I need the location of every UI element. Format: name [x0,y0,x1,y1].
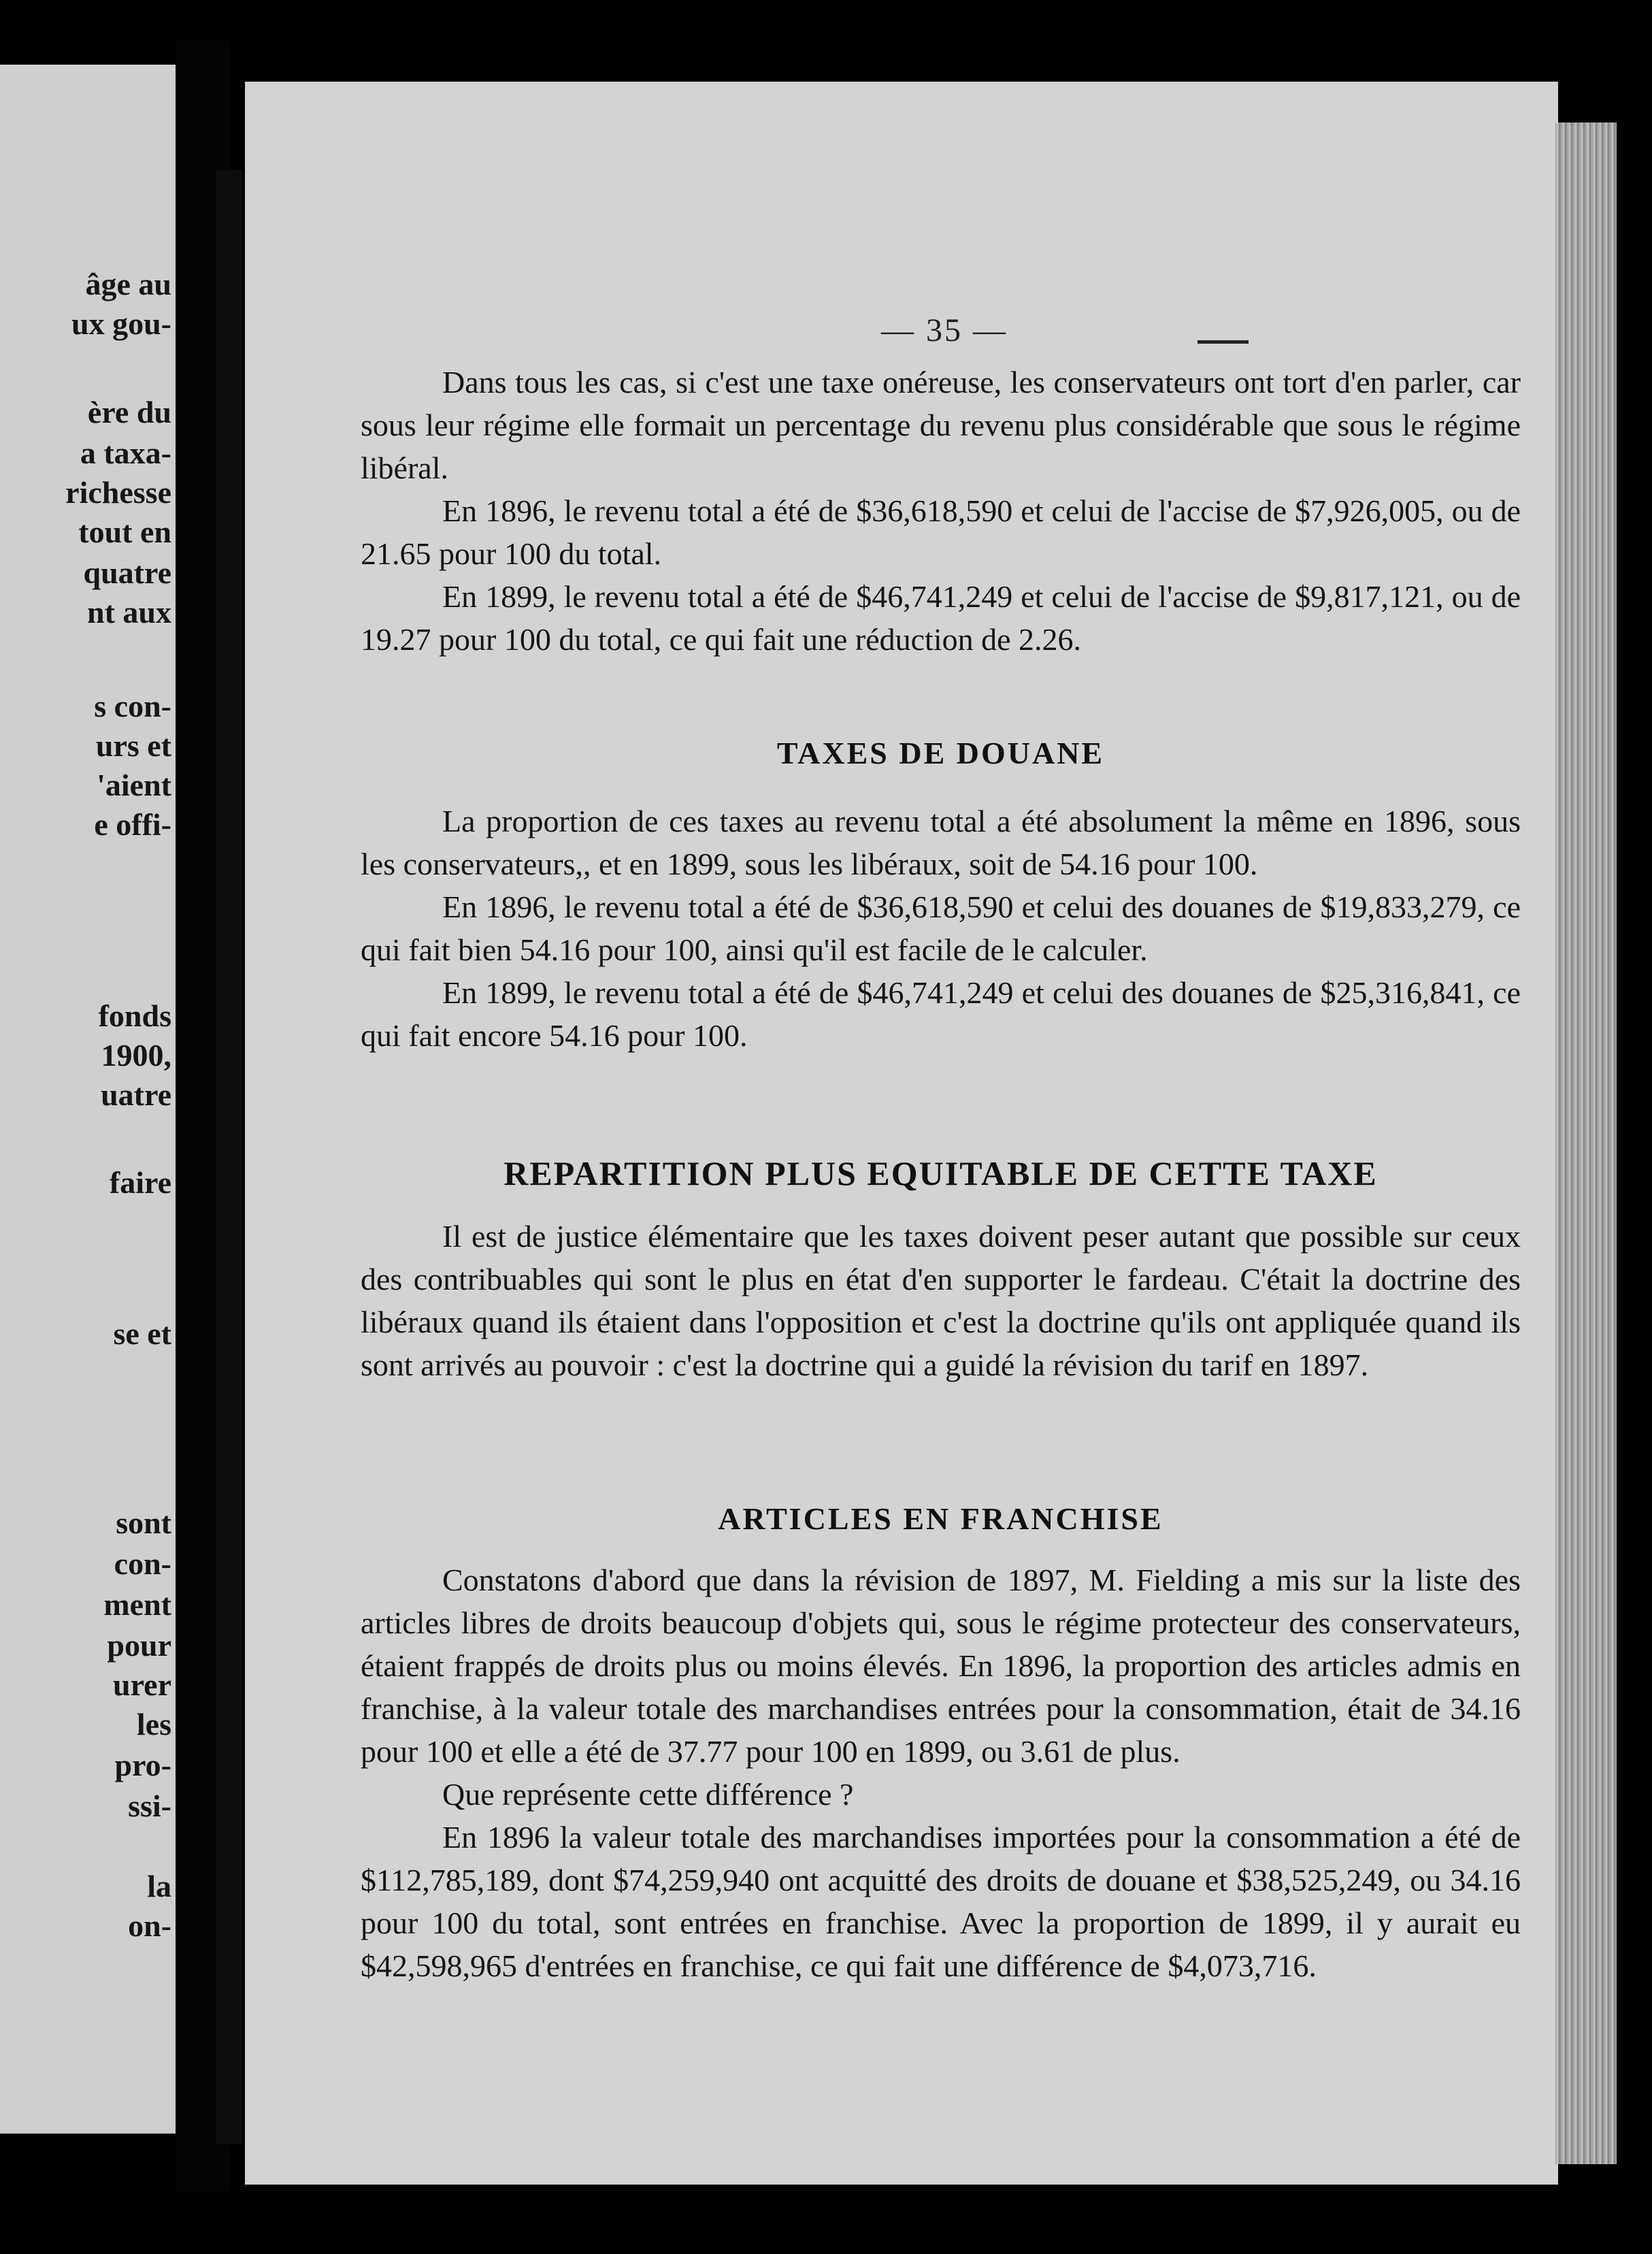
text-block-franchise [361,1558,1521,1987]
paragraph: En 1899, le revenu total a été de $46,741,249 et celui des douanes de $25,316,841, ce qui fait encore 54.16 pour 100. [361,975,1521,1053]
paragraph: En 1896, le revenu total a été de $36,618,590 et celui des douanes de $19,833,279, ce qui fait bien 54.16 pour 100, ainsi qu'il est facile de le calculer. [361,889,1521,967]
left-page-text: la [147,1869,171,1904]
left-page-text: pour [107,1628,171,1663]
ink-mark [1197,340,1249,344]
left-page-text: ux gou- [71,306,171,341]
text-block-accise [361,361,1521,661]
left-page-text: pro- [114,1748,171,1782]
left-page-text: con- [114,1546,171,1581]
left-page-text: faire [109,1165,171,1200]
page-number: — 35 — [881,312,1008,348]
left-page-text: nt aux [87,595,171,630]
left-page-text: se et [113,1316,171,1351]
left-page-text: s con- [94,689,171,723]
page-edges [1555,122,1617,2164]
paragraph: Que représente cette différence ? [442,1777,854,1812]
left-page-text: urs et [95,728,171,763]
paragraph: En 1896, le revenu total a été de $36,618,590 et celui de l'accise de $7,926,005, ou de 21.65 pour 100 du total. [361,493,1521,571]
left-page-text: ère du [87,395,171,429]
left-page-text: fonds [98,998,171,1033]
left-page-text: âge au [85,267,171,301]
left-page-text: urer [112,1667,171,1702]
left-page-text: on- [128,1908,171,1943]
binding-shadow [216,170,242,2144]
paragraph: La proportion de ces taxes au revenu total a été absolument la même en 1896, sous les conservateurs,, et en 1899, sous les libéraux, soit de 54.16 pour 100. [361,804,1521,881]
paragraph: Constatons d'abord que dans la révision de 1897, M. Fielding a mis sur la liste des articles libres de droits beaucoup d'objets qui, sous le régime protecteur des conservateurs, étaient frappés de droits plus ou moins élevés. En 1896, la proportion des articles admis en franchise, à la valeur totale des marchandises entrées pour la consommation, était de 34.16 pour 100 et elle a été de 37.77 pour 100 en 1899, ou 3.61 de plus. [361,1563,1521,1769]
left-page-text: richesse [65,475,171,510]
text-block-douane [361,800,1521,1057]
paragraph: Dans tous les cas, si c'est une taxe onéreuse, les conservateurs ont tort d'en parler, car sous leur régime elle formait un percentage du revenu plus considérable que sous le régime libéral. [361,365,1521,485]
left-page-fragment [0,65,176,2134]
left-page-text: 1900, [101,1038,171,1073]
text-block-repartition [361,1215,1521,1386]
left-page-text: tout en [78,514,171,549]
left-page-text: sont [116,1505,171,1540]
left-page-text: les [136,1707,171,1742]
paragraph: En 1899, le revenu total a été de $46,741,249 et celui de l'accise de $9,817,121, ou de 19.27 pour 100 du total, ce qui fait une réduction de 2.26. [361,579,1521,657]
paragraph: Il est de justice élémentaire que les taxes doivent peser autant que possible sur ceux des contribuables qui sont le plus en état d'en supporter le fardeau. C'était la doctrine des libéraux quand ils étaient dans l'opposition et c'est la doctrine qu'ils ont appliquée quand ils sont arrivés au pouvoir : c'est la doctrine qui a guidé la révision du tarif en 1897. [361,1219,1521,1382]
section-heading-repartition: REPARTITION PLUS EQUITABLE DE CETTE TAXE [503,1154,1378,1192]
section-heading-articles-en-franchise: ARTICLES EN FRANCHISE [718,1501,1163,1536]
section-heading-taxes-de-douane: TAXES DE DOUANE [776,736,1105,770]
left-page-text: e offi- [94,807,171,842]
left-page-text: ment [103,1587,171,1622]
left-page-text: 'aient [97,768,171,802]
left-page-text: uatre [101,1077,171,1112]
left-page-text: ssi- [128,1788,171,1823]
paragraph: En 1896 la valeur totale des marchandises importées pour la consommation a été de $112,785,189, dont $74,259,940 ont acquitté des droits de douane et $38,525,249, ou 34.16 pour 100 du total, sont entrées en franchise. Avec la proportion de 1899, il y aurait eu $42,598,965 d'entrées en franchise, ce qui fait une différence de $4,073,716. [361,1820,1521,1983]
left-page-text: a taxa- [80,436,171,470]
left-page-text: quatre [83,555,171,590]
